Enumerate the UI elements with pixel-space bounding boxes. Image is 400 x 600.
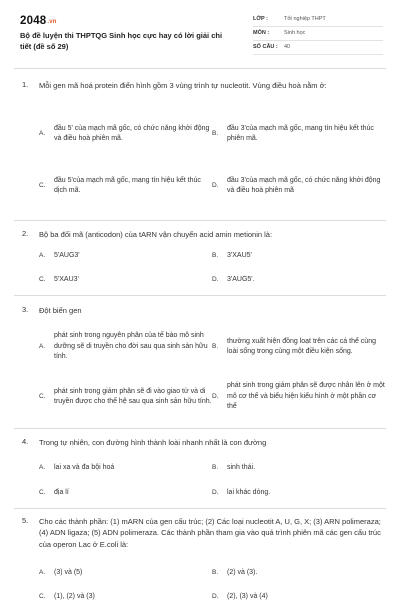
question-stem: Mỗi gen mã hoá protein điển hình gồm 3 vùng trình tự nucleotit. Vùng điều hoà nằm ở: [39, 81, 327, 90]
option-text: 3'XAU5' [227, 251, 252, 259]
meta-row-count [253, 42, 383, 55]
option-letter: B. [212, 130, 219, 138]
option-a[interactable] [39, 461, 209, 475]
option-text: phát sinh trong giảm phân sẽ đi vào giao tử và di truyền được cho thế hệ sau qua sinh sản hữu tính. [54, 387, 212, 405]
option-letter: C. [39, 276, 46, 284]
option-d[interactable] [212, 379, 387, 415]
logo-suffix: .vn [47, 19, 57, 25]
question-number: 4. [22, 437, 29, 446]
option-letter: C. [39, 489, 46, 497]
site-logo[interactable] [20, 13, 57, 30]
option-c[interactable] [39, 486, 209, 500]
meta-value: 40 [284, 44, 291, 51]
option-b[interactable] [212, 249, 382, 263]
logo-text: 2048 [20, 15, 47, 27]
option-letter: A. [39, 130, 46, 138]
option-c[interactable] [39, 273, 209, 287]
option-d[interactable] [212, 168, 387, 204]
divider [14, 428, 386, 429]
divider [14, 220, 386, 221]
question-stem: Cho các thành phần: (1) mARN của gen cấu trúc; (2) Các loại nucleotit A, U, G, X; (3) ARN polimeraza; (4) ADN ligaza; (5) ADN polimeraza. Các thành phần tham gia vào quá trình phiên mã các gen cấu trúc của operon Lac ở E.coli là: [39, 517, 381, 549]
option-text: 5'AUG3' [54, 251, 80, 259]
page-header [0, 0, 400, 66]
option-text: 3'AUG5'. [227, 275, 255, 283]
option-letter: C. [39, 593, 46, 600]
option-letter: B. [212, 464, 219, 472]
meta-key: MÔN : [253, 30, 270, 37]
option-c[interactable] [39, 168, 219, 204]
option-a[interactable] [39, 116, 219, 152]
option-text: (3) và (5) [54, 568, 83, 576]
option-letter: C. [39, 393, 46, 401]
option-letter: A. [39, 569, 46, 577]
meta-row-class [253, 14, 383, 27]
meta-key: SỐ CÂU : [253, 44, 278, 51]
option-text: địa lí [54, 488, 69, 496]
option-text: lai khác dòng. [227, 488, 271, 496]
option-d[interactable] [212, 590, 382, 600]
option-letter: B. [212, 569, 219, 577]
option-text: đầu 3'của mạch mã gốc, mang tín hiệu kết thúc phiên mã. [227, 124, 374, 142]
option-text: (2) và (3). [227, 568, 258, 576]
option-a[interactable] [39, 329, 219, 365]
option-letter: D. [212, 393, 219, 401]
option-text: thường xuất hiện đồng loạt trên các cá thể cùng loài sống trong cùng một điều kiện sống. [227, 337, 376, 355]
option-text: sinh thái. [227, 463, 256, 471]
option-text: đầu 5' của mạch mã gốc, có chức năng khởi động và điều hoà phiên mã. [54, 124, 210, 142]
option-c[interactable] [39, 590, 209, 600]
option-text: đầu 3'của mạch mã gốc, có chức năng khởi động và điều hoà phiên mã [227, 176, 381, 194]
option-letter: A. [39, 252, 46, 260]
question-stem: Đột biến gen [39, 306, 82, 315]
option-text: đầu 5'của mạch mã gốc, mang tín hiệu kết thúc dịch mã. [54, 176, 201, 194]
option-a[interactable] [39, 249, 209, 263]
option-letter: B. [212, 252, 219, 260]
question-number: 1. [22, 80, 29, 89]
document-title: Bộ đề luyện thi THPTQG Sinh học cực hay có lời giải chi tiết (đề số 29) [20, 31, 223, 51]
option-text: 5'XAU3' [54, 275, 79, 283]
question-stem: Trong tự nhiên, con đường hình thành loài nhanh nhất là con đường [39, 438, 267, 447]
option-b[interactable] [212, 461, 382, 475]
option-letter: A. [39, 343, 46, 351]
option-text: lai xa và đa bội hoá [54, 463, 115, 471]
question-stem: Bộ ba đối mã (anticodon) của tARN vận chuyển acid amin metionin là: [39, 230, 273, 239]
option-b[interactable] [212, 116, 387, 152]
question-number: 5. [22, 516, 29, 525]
option-text: (1), (2) và (3) [54, 592, 95, 600]
meta-row-subject [253, 28, 383, 41]
question-number: 2. [22, 229, 29, 238]
divider [14, 295, 386, 296]
option-b[interactable] [212, 329, 387, 365]
option-letter: D. [212, 182, 219, 190]
option-a[interactable] [39, 566, 209, 580]
exam-meta [253, 14, 383, 56]
divider [14, 508, 386, 509]
option-letter: D. [212, 276, 219, 284]
option-d[interactable] [212, 273, 382, 287]
meta-value: Tốt nghiệp THPT [284, 16, 326, 23]
meta-key: LỚP : [253, 16, 268, 23]
option-letter: D. [212, 489, 219, 497]
option-b[interactable] [212, 566, 382, 580]
option-letter: A. [39, 464, 46, 472]
question-number: 3. [22, 305, 29, 314]
option-d[interactable] [212, 486, 382, 500]
option-c[interactable] [39, 379, 219, 415]
option-letter: B. [212, 343, 219, 351]
option-text: phát sinh trong giảm phân sẽ được nhân lên ở một mô cơ thể và biểu hiện kiểu hình ở một phần cơ thể [227, 382, 385, 411]
option-letter: D. [212, 593, 219, 600]
option-text: phát sinh trong nguyên phân của tế bào mô sinh dưỡng sẽ di truyền cho đời sau qua sinh sản hữu tính. [54, 332, 208, 361]
option-text: (2), (3) và (4) [227, 592, 268, 600]
divider [14, 68, 386, 69]
option-letter: C. [39, 182, 46, 190]
meta-value: Sinh học [284, 30, 306, 37]
